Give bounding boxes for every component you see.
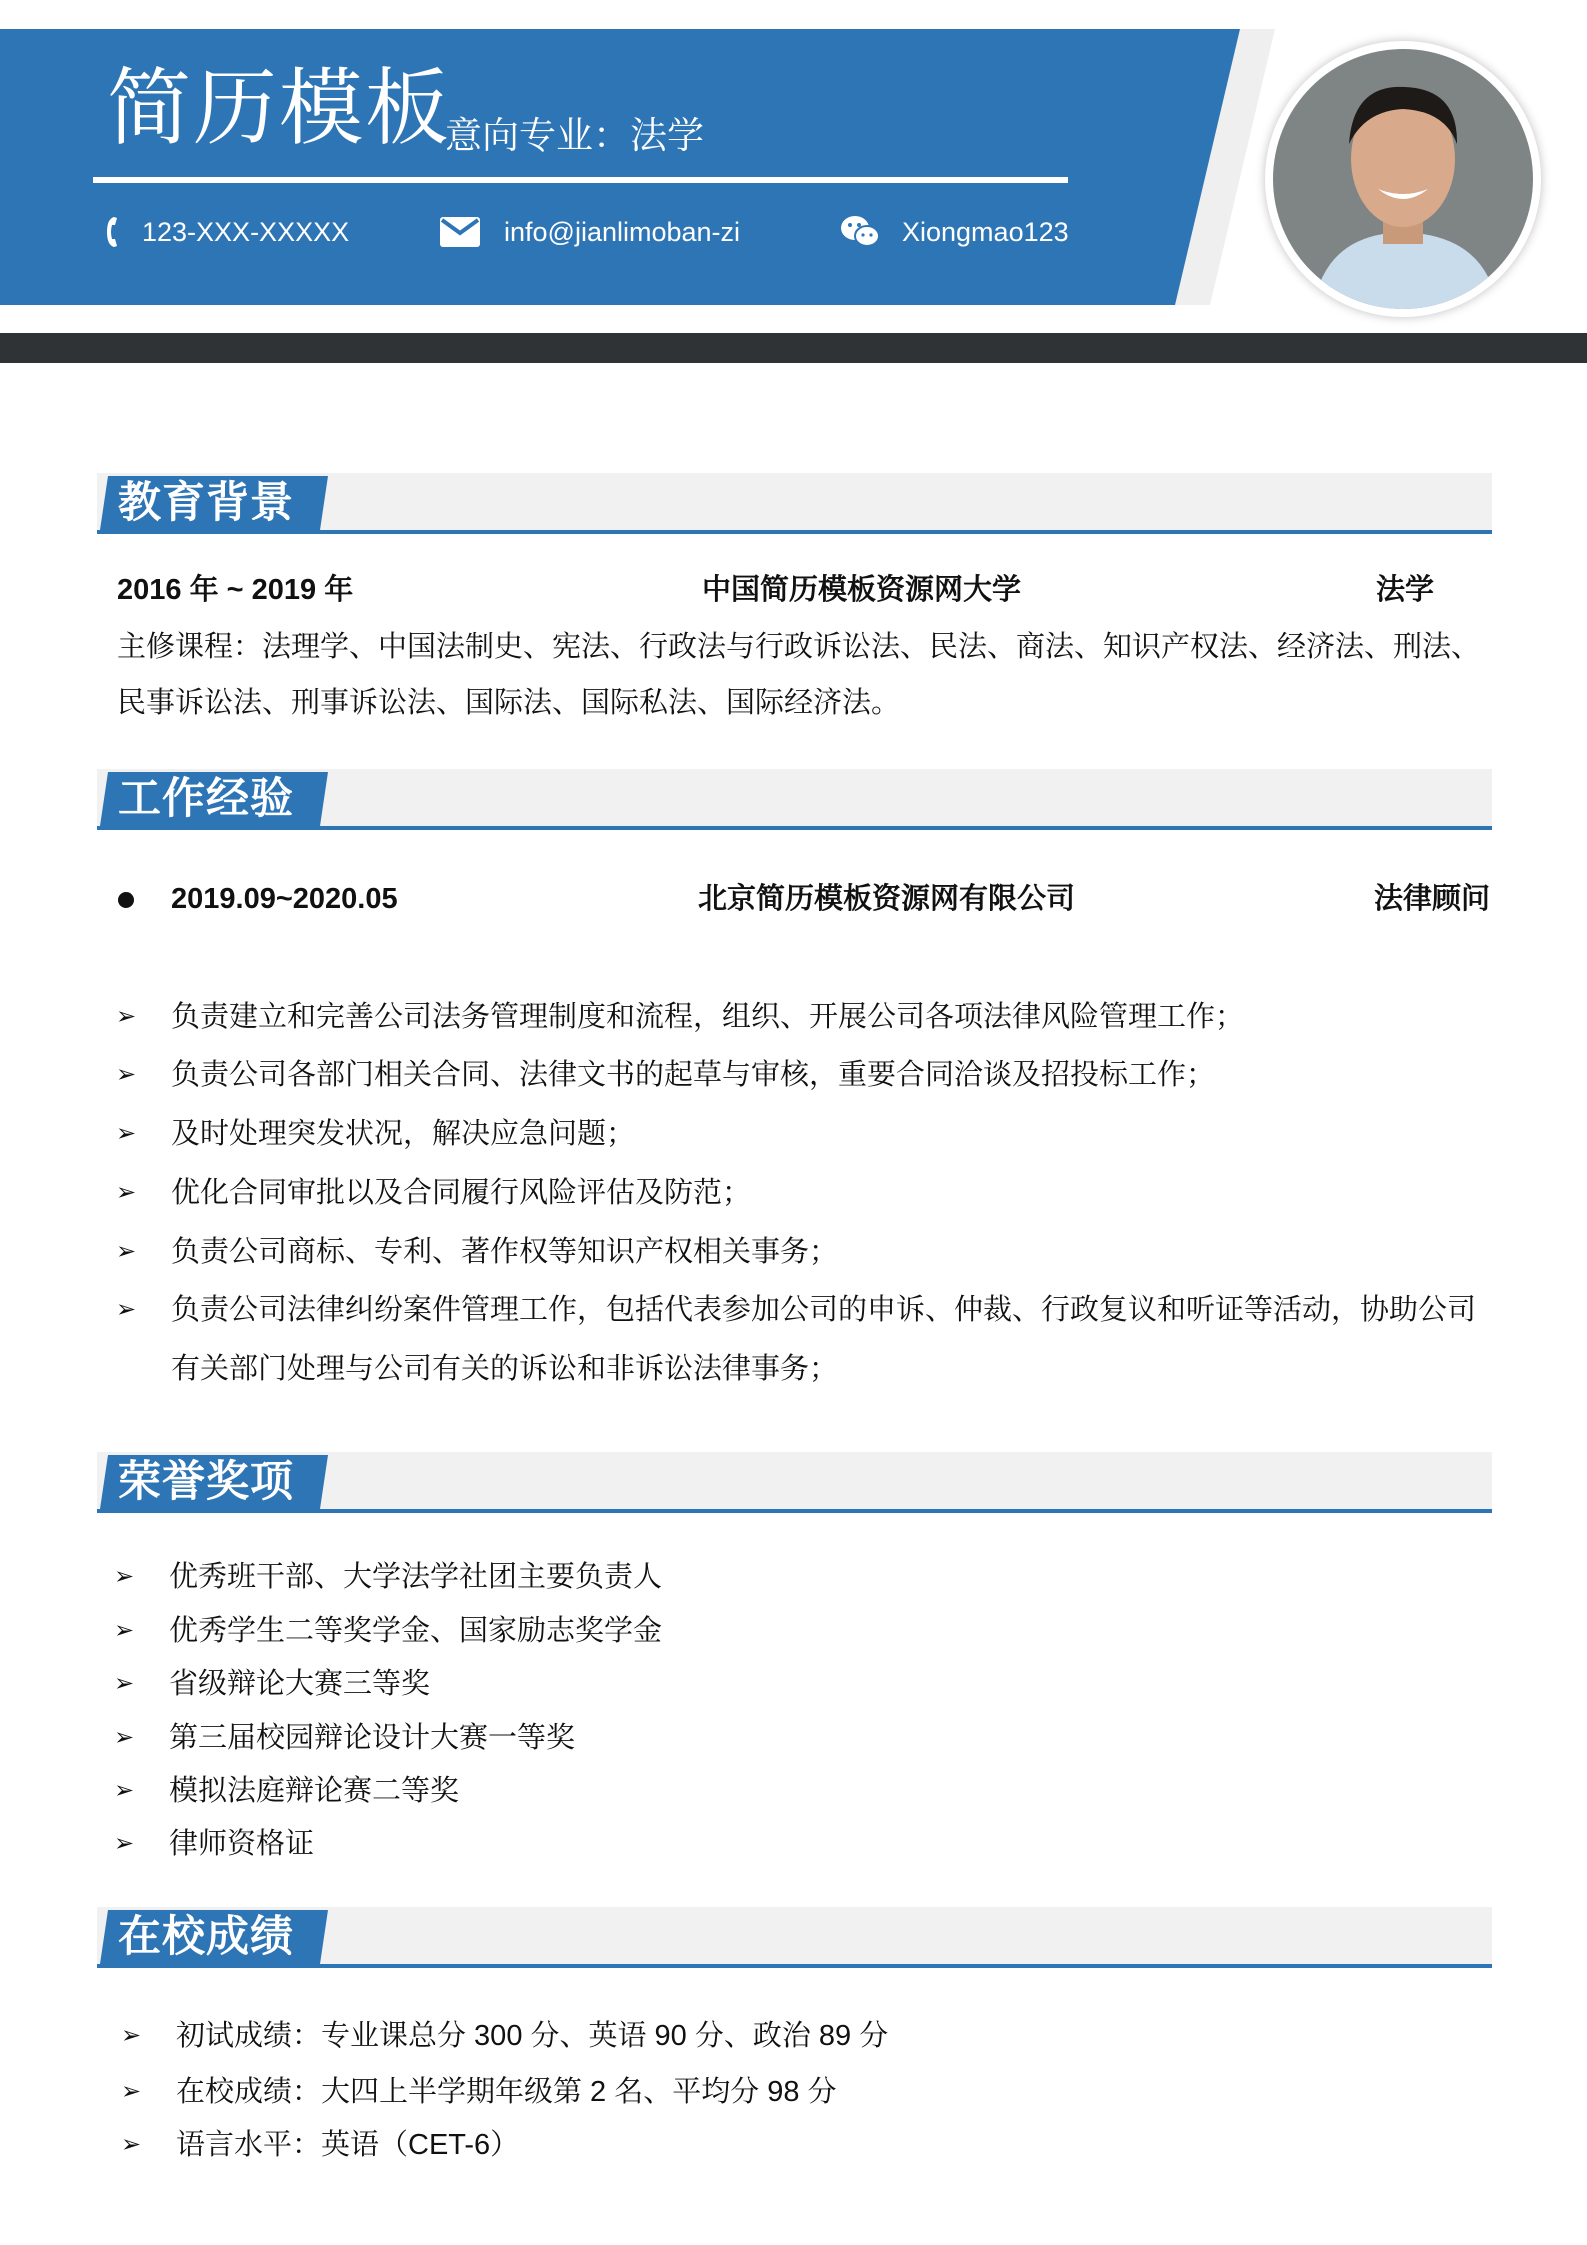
work-title: 工作经验 <box>118 775 294 823</box>
contact-email <box>440 214 740 250</box>
education-courses: 主修课程：法理学、中国法制史、宪法、行政法与行政诉讼法、民法、商法、知识产权法、经济法、刑法、 <box>117 631 1481 663</box>
arrow-bullet-icon: ➢ <box>116 1003 137 1030</box>
duty-item: 负责建立和完善公司法务管理制度和流程，组织、开展公司各项法律风险管理工作； <box>171 1001 1245 1033</box>
arrow-bullet-icon: ➢ <box>114 1617 135 1644</box>
header-dark-bar <box>0 333 1587 363</box>
arrow-bullet-icon: ➢ <box>114 1724 135 1751</box>
envelope-icon <box>440 217 480 247</box>
bullet-dot-icon <box>118 892 134 908</box>
honor-item: 第三届校园辩论设计大赛一等奖 <box>169 1722 576 1754</box>
job-role: 法律顾问 <box>1374 883 1491 915</box>
contact-phone <box>106 214 349 250</box>
arrow-bullet-icon: ➢ <box>121 2022 142 2049</box>
intended-major: 意向专业：法学 <box>445 115 704 156</box>
education-school: 中国简历模板资源网大学 <box>702 574 1022 606</box>
honor-item: 律师资格证 <box>169 1828 315 1860</box>
arrow-bullet-icon: ➢ <box>114 1670 135 1697</box>
duty-item: 负责公司商标、专利、著作权等知识产权相关事务； <box>171 1236 839 1268</box>
grades-title: 在校成绩 <box>118 1913 294 1961</box>
honors-title: 荣誉奖项 <box>118 1458 294 1506</box>
arrow-bullet-icon: ➢ <box>114 1777 135 1804</box>
phone-icon <box>106 215 126 249</box>
education-period: 2016 年 ~ 2019 年 <box>117 574 354 606</box>
grade-item: 在校成绩：大四上半学期年级第 2 名、平均分 98 分 <box>176 2076 837 2108</box>
wechat-text: Xiongmao123 <box>902 217 1069 247</box>
grade-item: 语言水平：英语（CET-6） <box>176 2129 520 2161</box>
resume-title: 简历模板 <box>107 61 452 155</box>
duty-item-cont: 有关部门处理与公司有关的诉讼和非诉讼法律事务； <box>171 1353 839 1385</box>
arrow-bullet-icon: ➢ <box>116 1120 137 1147</box>
arrow-bullet-icon: ➢ <box>114 1563 135 1590</box>
arrow-bullet-icon: ➢ <box>121 2078 142 2105</box>
wechat-icon <box>840 215 880 249</box>
education-title: 教育背景 <box>118 479 294 527</box>
phone-text: 123-XXX-XXXXX <box>142 217 350 247</box>
duty-item: 优化合同审批以及合同履行风险评估及防范； <box>171 1177 752 1209</box>
job-company: 北京简历模板资源网有限公司 <box>698 883 1076 915</box>
honor-item: 模拟法庭辩论赛二等奖 <box>169 1775 460 1807</box>
arrow-bullet-icon: ➢ <box>116 1179 137 1206</box>
duty-item: 及时处理突发状况，解决应急问题； <box>171 1118 636 1150</box>
arrow-bullet-icon: ➢ <box>114 1830 135 1857</box>
honor-item: 省级辩论大赛三等奖 <box>169 1668 431 1700</box>
grade-item: 初试成绩：专业课总分 300 分、英语 90 分、政治 89 分 <box>176 2020 889 2052</box>
arrow-bullet-icon: ➢ <box>116 1238 137 1265</box>
honor-item: 优秀班干部、大学法学社团主要负责人 <box>169 1561 663 1593</box>
duty-item: 负责公司法律纠纷案件管理工作，包括代表参加公司的申诉、仲裁、行政复议和听证等活动，协助公司 <box>171 1294 1477 1326</box>
duty-item: 负责公司各部门相关合同、法律文书的起草与审核，重要合同洽谈及招投标工作； <box>171 1059 1216 1091</box>
email-text: info@jianlimoban-zi <box>504 217 741 247</box>
education-courses-cont: 民事诉讼法、刑事诉讼法、国际法、国际私法、国际经济法。 <box>117 687 901 719</box>
education-major: 法学 <box>1376 574 1435 606</box>
arrow-bullet-icon: ➢ <box>116 1296 137 1323</box>
arrow-bullet-icon: ➢ <box>116 1061 137 1088</box>
honor-item: 优秀学生二等奖学金、国家励志奖学金 <box>169 1615 663 1647</box>
profile-photo <box>1265 41 1541 317</box>
contact-wechat <box>840 214 1069 250</box>
arrow-bullet-icon: ➢ <box>121 2131 142 2158</box>
job-period: 2019.09~2020.05 <box>171 883 398 915</box>
title-divider <box>93 177 1068 183</box>
